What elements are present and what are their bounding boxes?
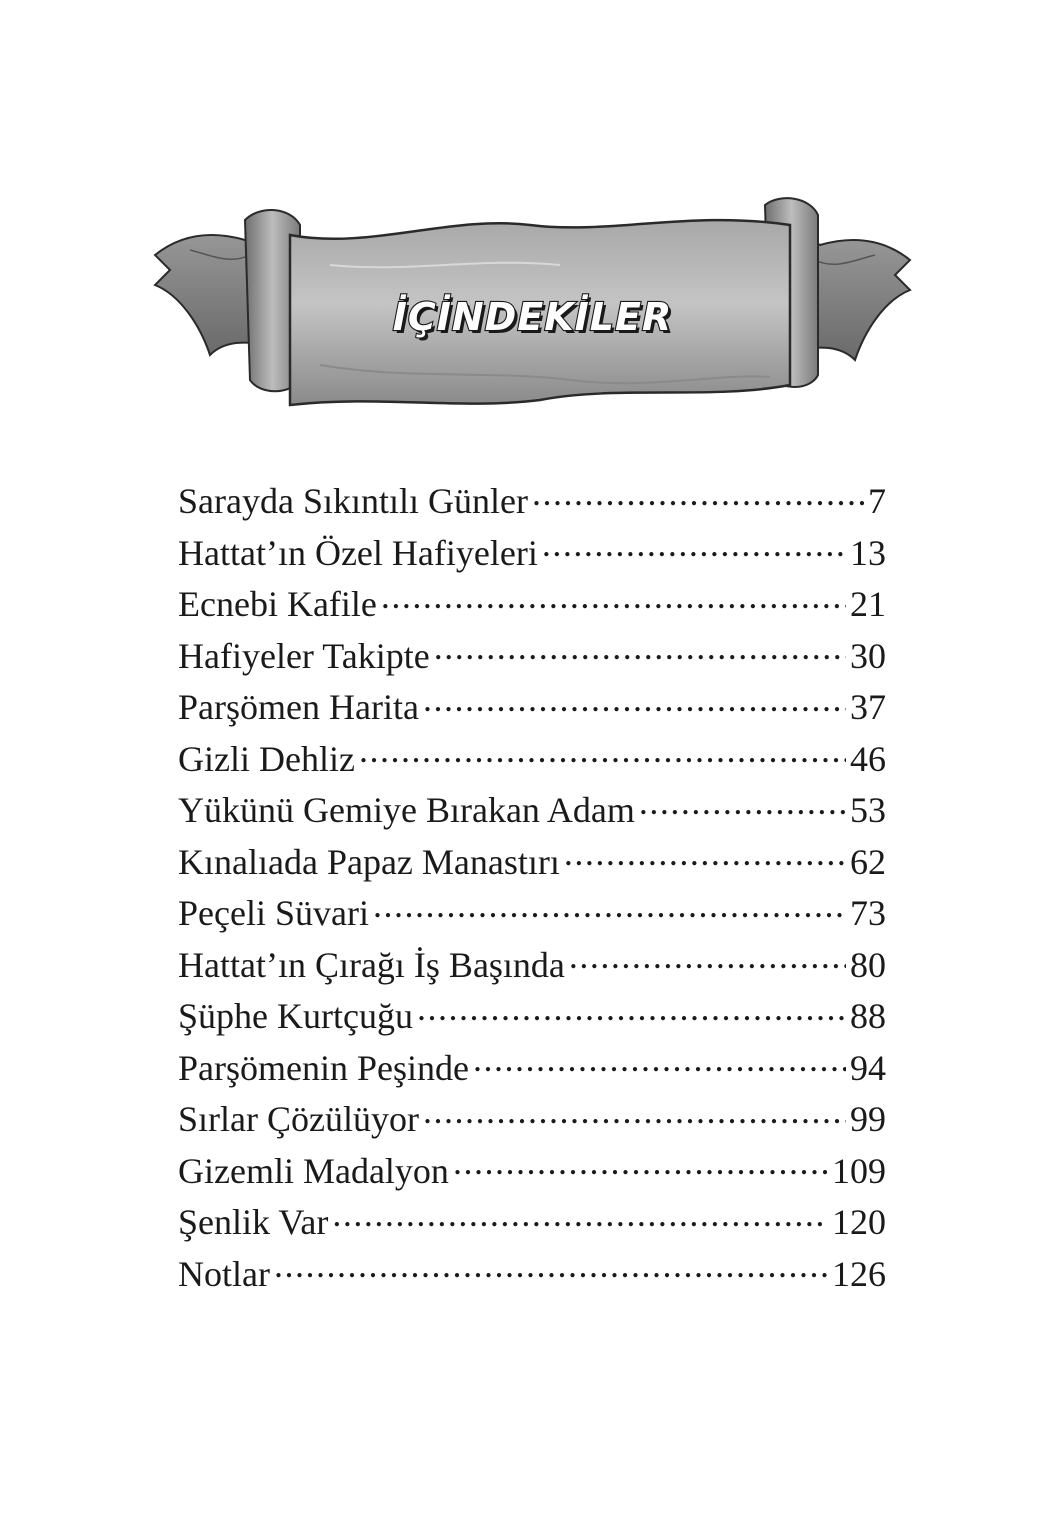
- page-title: İÇİNDEKİLER: [392, 295, 673, 339]
- dot-leader: [417, 992, 846, 1028]
- entry-title: Kınalıada Papaz Manastırı: [178, 841, 560, 882]
- list-item[interactable]: [178, 1146, 886, 1198]
- list-item[interactable]: [178, 1094, 886, 1146]
- dot-leader: [569, 941, 846, 977]
- dot-leader: [532, 477, 864, 513]
- dot-leader: [423, 683, 846, 719]
- dot-leader: [423, 1095, 846, 1131]
- dot-leader: [473, 1044, 846, 1080]
- dot-leader: [332, 1198, 828, 1234]
- entry-page: 120: [832, 1202, 886, 1242]
- entry-page: 126: [832, 1253, 886, 1294]
- dot-leader: [434, 632, 846, 668]
- list-item[interactable]: [178, 888, 886, 940]
- entry-title: Gizli Dehliz: [178, 738, 355, 779]
- entry-page: 80: [850, 944, 886, 985]
- table-of-contents: [178, 476, 886, 1300]
- list-item[interactable]: [178, 1043, 886, 1095]
- dot-leader: [453, 1147, 828, 1183]
- entry-title: Parşömen Harita: [178, 687, 419, 727]
- list-item[interactable]: [178, 682, 886, 734]
- list-item[interactable]: [178, 631, 886, 683]
- entry-title: Şenlik Var: [178, 1202, 329, 1242]
- list-item[interactable]: [178, 1249, 886, 1301]
- entry-page: 46: [850, 738, 886, 779]
- dot-leader: [639, 786, 846, 822]
- entry-title: Gizemli Madalyon: [178, 1150, 449, 1191]
- dot-leader: [542, 529, 846, 565]
- entry-title: Sarayda Sıkıntılı Günler: [178, 481, 528, 521]
- entry-title: Hattat’ın Özel Hafiyeleri: [178, 532, 538, 573]
- entry-title: Şüphe Kurtçuğu: [178, 996, 413, 1036]
- entry-page: 62: [850, 841, 886, 882]
- dot-leader: [274, 1250, 828, 1286]
- list-item[interactable]: [178, 991, 886, 1043]
- dot-leader: [564, 838, 846, 874]
- list-item[interactable]: [178, 940, 886, 992]
- entry-page: 30: [850, 635, 886, 676]
- entry-page: 7: [868, 481, 886, 521]
- entry-title: Ecnebi Kafile: [178, 584, 377, 624]
- scroll-banner: [150, 195, 915, 415]
- list-item[interactable]: [178, 476, 886, 528]
- list-item[interactable]: [178, 1197, 886, 1249]
- entry-page: 94: [850, 1047, 886, 1088]
- entry-title: Notlar: [178, 1253, 270, 1294]
- entry-page: 88: [850, 996, 886, 1036]
- entry-page: 73: [850, 893, 886, 933]
- entry-title: Yükünü Gemiye Bırakan Adam: [178, 790, 635, 830]
- entry-page: 99: [850, 1099, 886, 1139]
- entry-page: 53: [850, 790, 886, 830]
- list-item[interactable]: [178, 579, 886, 631]
- entry-title: Hattat’ın Çırağı İş Başında: [178, 944, 565, 985]
- entry-title: Peçeli Süvari: [178, 893, 369, 933]
- entry-page: 21: [850, 584, 886, 624]
- dot-leader: [359, 735, 846, 771]
- entry-title: Parşömenin Peşinde: [178, 1047, 469, 1088]
- entry-title: Hafiyeler Takipte: [178, 635, 430, 676]
- list-item[interactable]: [178, 528, 886, 580]
- entry-title: Sırlar Çözülüyor: [178, 1099, 419, 1139]
- dot-leader: [373, 889, 846, 925]
- entry-page: 109: [832, 1150, 886, 1191]
- list-item[interactable]: [178, 837, 886, 889]
- list-item[interactable]: [178, 785, 886, 837]
- dot-leader: [381, 580, 846, 616]
- entry-page: 13: [850, 532, 886, 573]
- entry-page: 37: [850, 687, 886, 727]
- list-item[interactable]: [178, 734, 886, 786]
